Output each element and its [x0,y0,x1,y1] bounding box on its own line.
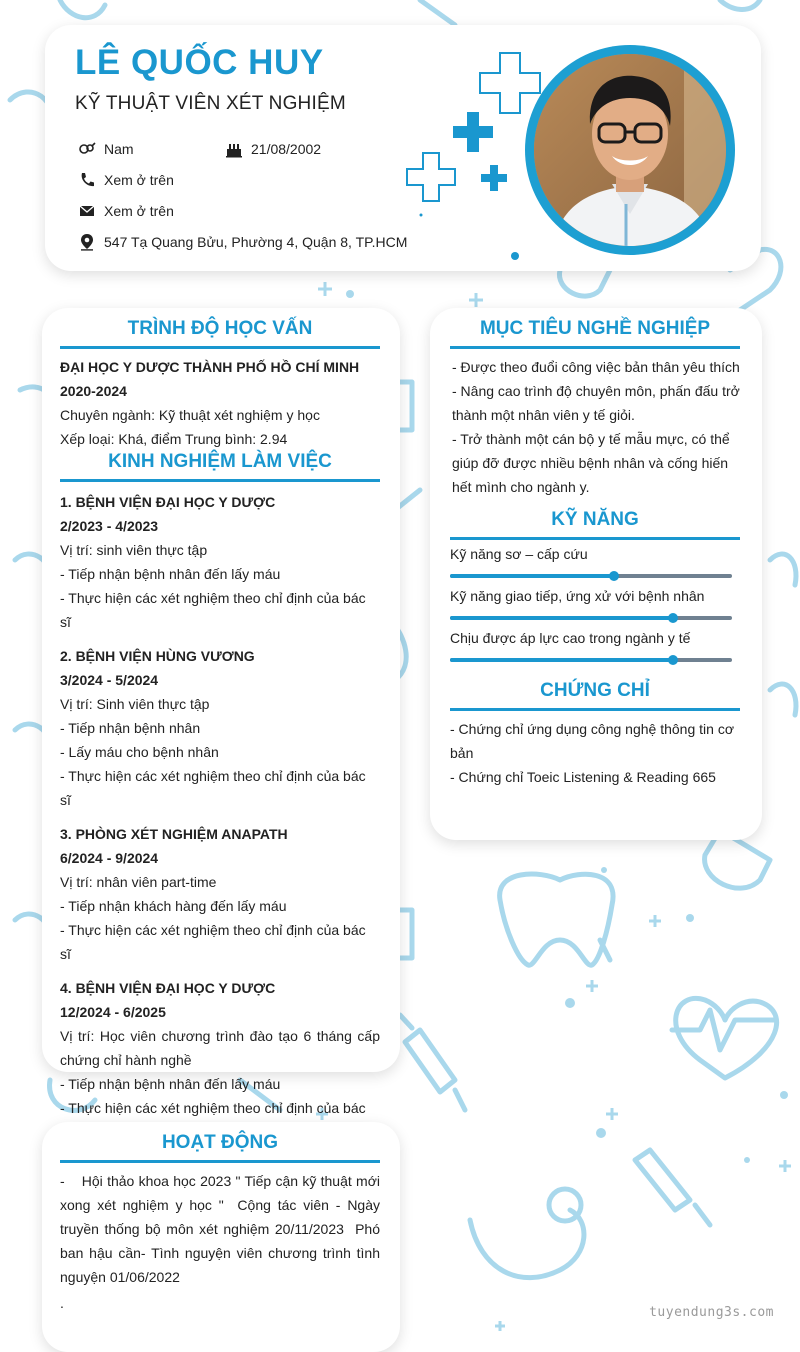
job-line: - Thực hiện các xét nghiệm theo chỉ định của bác sĩ [60,590,366,630]
job-entry [60,822,380,966]
avatar-photo [534,54,726,246]
skill-level-knob [609,571,619,581]
objective-title: MỤC TIÊU NGHỀ NGHIỆP [450,318,740,349]
phone-value: Xem ở trên [104,172,174,188]
objective-skills-card [430,308,762,840]
skills-section [450,546,740,662]
gender-row [78,140,134,158]
experience-section [60,490,380,1144]
activities-tail: . [60,1295,64,1311]
job-line: - Thực hiện các xét nghiệm theo chỉ định của bác sĩ [60,922,366,962]
job-entry [60,976,380,1144]
education-years: 2020-2024 [60,383,127,399]
job-title: KỸ THUẬT VIÊN XÉT NGHIỆM [75,93,346,114]
objective-section [450,355,740,499]
skill-item [450,630,740,662]
job-period: 2/2023 - 4/2023 [60,518,159,534]
job-line: - Tiếp nhận bệnh nhân đến lấy máu [60,1076,281,1092]
skill-bar [450,616,732,620]
birthday-row [225,140,321,158]
education-grade: Xếp loại: Khá, điểm Trung bình: 2.94 [60,431,288,447]
skill-label: Kỹ năng sơ – cấp cứu [450,546,588,562]
education-title: TRÌNH ĐỘ HỌC VẤN [60,318,380,349]
job-line: - Thực hiện các xét nghiệm theo chỉ định của bác sĩ [60,768,366,808]
certificates-section [450,717,740,789]
job-line: - Thực hiện các xét nghiệm theo chỉ định của bác [60,1100,366,1116]
skill-item [450,546,740,578]
job-line: Vị trí: sinh viên thực tập [60,542,208,558]
job-line: - Tiếp nhận bệnh nhân [60,720,201,736]
address-row [78,233,407,251]
objective-line: - Được theo đuổi công việc bản thân yêu thích [452,359,740,375]
job-entry [60,490,380,634]
birthday-value: 21/08/2002 [251,141,322,157]
skill-item [450,588,740,620]
skill-label: Chịu được áp lực cao trong ngành y tế [450,630,691,646]
job-heading: 3. PHÒNG XÉT NGHIỆM ANAPATH [60,826,288,842]
skill-label: Kỹ năng giao tiếp, ứng xử với bệnh nhân [450,588,705,604]
avatar [525,45,735,255]
skill-level-knob [668,613,678,623]
certificates-title: CHỨNG CHỈ [450,680,740,711]
activities-text: - Hội thảo khoa học 2023 " Tiếp cận kỹ thuật mới xong xét nghiệm y học " Cộng tác viên - Ngày truyền thống bộ môn xét nghiệm 20/11/2023 Phó ban hậu cần- Tình nguyện viên chương trình tình nguyện 01/06/2022 [60,1173,384,1285]
skill-bar [450,658,732,662]
location-pin-icon [78,233,96,251]
candidate-name: LÊ QUỐC HUY [75,43,324,82]
job-line: - Lấy máu cho bệnh nhân [60,744,219,760]
watermark: tuyendung3s.com [649,1305,774,1320]
job-heading: 2. BỆNH VIỆN HÙNG VƯƠNG [60,648,255,664]
address-value: 547 Tạ Quang Bửu, Phường 4, Quận 8, TP.HCM [104,234,408,250]
job-line: - Tiếp nhận bệnh nhân đến lấy máu [60,566,281,582]
experience-title: KINH NGHIỆM LÀM VIỆC [60,451,380,482]
email-value: Xem ở trên [104,203,174,219]
job-period: 12/2024 - 6/2025 [60,1004,166,1020]
job-line: Vị trí: Học viên chương trình đào tạo 6 tháng cấp chứng chỉ hành nghề [60,1028,380,1068]
education-experience-card [42,308,400,1116]
objective-line: - Trở thành một cán bộ y tế mẫu mực, có thể giúp đỡ được nhiều bệnh nhân và cống hiến hết mình cho ngành y. [452,431,730,495]
certificate-line: - Chứng chỉ ứng dụng công nghệ thông tin cơ bản [450,721,734,761]
job-heading: 1. BỆNH VIỆN ĐẠI HỌC Y DƯỢC [60,494,276,510]
activities-card [42,1122,400,1352]
gender-icon [78,140,96,158]
email-row [78,202,174,220]
phone-icon [78,171,96,189]
phone-row [78,171,174,189]
education-major: Chuyên ngành: Kỹ thuật xét nghiệm y học [60,407,320,423]
certificate-line: - Chứng chỉ Toeic Listening & Reading 665 [450,769,716,785]
job-period: 3/2024 - 5/2024 [60,672,159,688]
skill-bar [450,574,732,578]
objective-line: - Nâng cao trình độ chuyên môn, phấn đấu trở thành một nhân viên y tế giỏi. [452,383,740,423]
job-period: 6/2024 - 9/2024 [60,850,159,866]
job-heading: 4. BỆNH VIỆN ĐẠI HỌC Y DƯỢC [60,980,276,996]
education-school: ĐẠI HỌC Y DƯỢC THÀNH PHỐ HỒ CHÍ MINH [60,359,360,375]
birthday-cake-icon [225,140,243,158]
activities-title: HOẠT ĐỘNG [60,1132,380,1163]
job-entry [60,644,380,812]
job-line: - Tiếp nhận khách hàng đến lấy máu [60,898,287,914]
email-icon [78,202,96,220]
gender-value: Nam [104,141,134,157]
header-card [45,25,761,271]
job-line: Vị trí: nhân viên part-time [60,874,217,890]
job-line: Vị trí: Sinh viên thực tập [60,696,210,712]
skills-title: KỸ NĂNG [450,509,740,540]
skill-level-knob [668,655,678,665]
education-section [60,355,380,451]
